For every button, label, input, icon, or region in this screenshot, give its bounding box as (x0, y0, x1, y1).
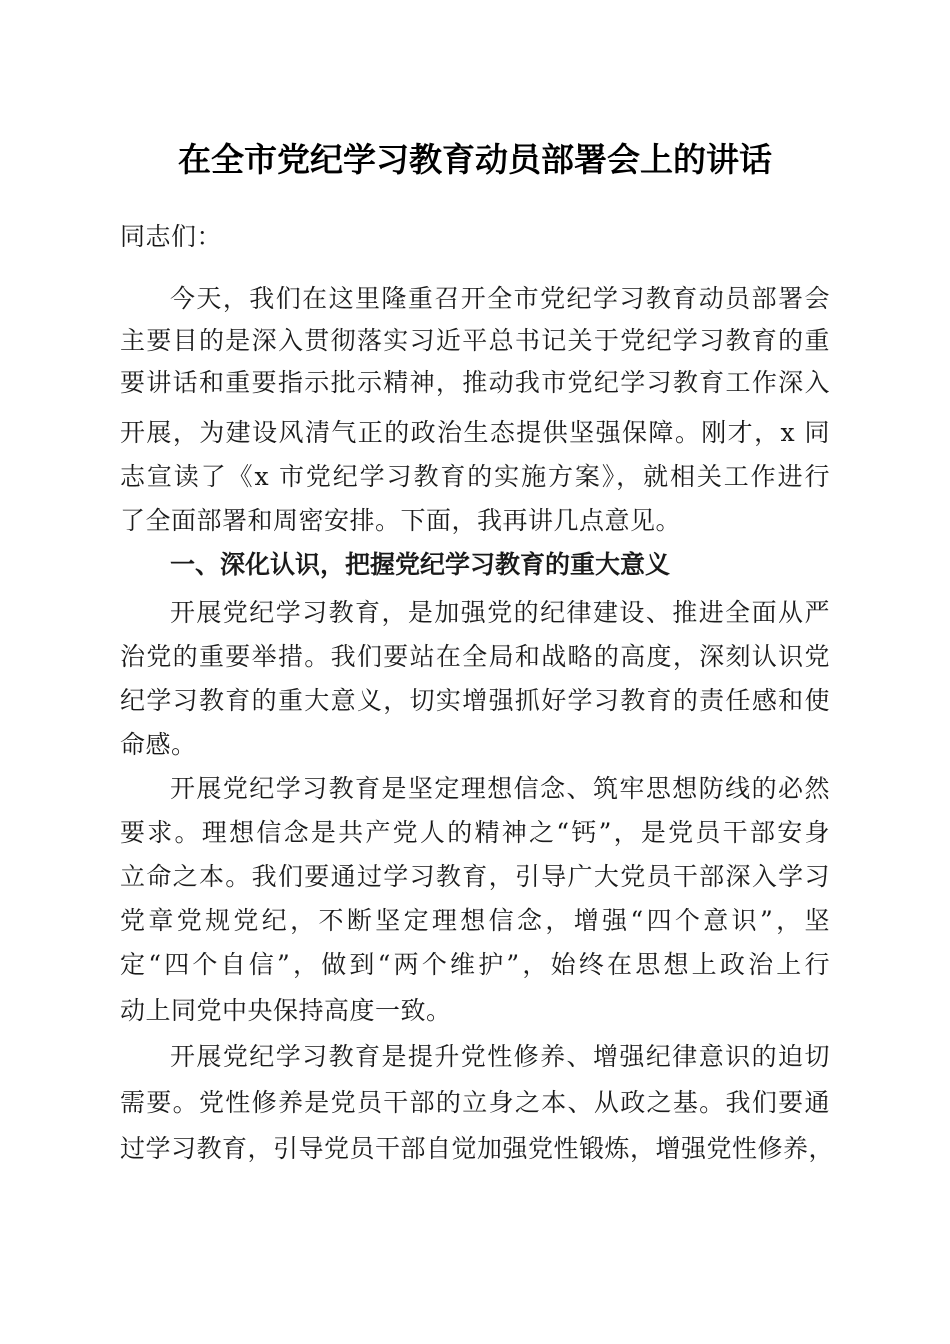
paragraph-line: 治党的重要举措。我们要站在全局和战略的高度，深刻认识党 (120, 642, 830, 671)
paragraph-line: 立命之本。我们要通过学习教育，引导广大党员干部深入学习 (120, 862, 830, 891)
paragraph-line: 主要目的是深入贯彻落实习近平总书记关于党纪学习教育的重 (120, 326, 830, 355)
section-heading: 一、深化认识，把握党纪学习教育的重大意义 (170, 550, 671, 579)
paragraph-line: 纪学习教育的重大意义，切实增强抓好学习教育的责任感和使 (120, 686, 830, 715)
paragraph-line: 开展党纪学习教育是坚定理想信念、筑牢思想防线的必然 (170, 774, 830, 803)
document-title: 在全市党纪学习教育动员部署会上的讲话 (178, 140, 772, 179)
paragraph-line: 志宣读了《x 市党纪学习教育的实施方案》，就相关工作进行 (120, 462, 830, 491)
paragraph-line: 今天，我们在这里隆重召开全市党纪学习教育动员部署会 (170, 284, 830, 313)
paragraph-line: 定“四个自信”，做到“两个维护”，始终在思想上政治上行 (120, 950, 830, 979)
paragraph-line: 开展党纪学习教育是提升党性修养、增强纪律意识的迫切 (170, 1042, 830, 1071)
paragraph-line: 过学习教育，引导党员干部自觉加强党性锻炼，增强党性修养， (120, 1134, 835, 1163)
paragraph-line: 动上同党中央保持高度一致。 (120, 996, 452, 1025)
paragraph-line: 开展党纪学习教育，是加强党的纪律建设、推进全面从严 (170, 598, 830, 627)
paragraph-line: 了全面部署和周密安排。下面，我再讲几点意见。 (120, 506, 682, 535)
paragraph-line: 需要。党性修养是党员干部的立身之本、从政之基。我们要通 (120, 1088, 830, 1117)
paragraph-line: 开展，为建设风清气正的政治生态提供坚强保障。刚才，x 同 (120, 418, 830, 447)
paragraph-line: 要讲话和重要指示批示精神，推动我市党纪学习教育工作深入 (120, 368, 830, 397)
paragraph-line: 党章党规党纪，不断坚定理想信念，增强“四个意识”，坚 (120, 906, 830, 935)
paragraph-line: 命感。 (120, 730, 197, 759)
salutation: 同志们： (120, 222, 223, 251)
paragraph-line: 要求。理想信念是共产党人的精神之“钙”，是党员干部安身 (120, 818, 830, 847)
